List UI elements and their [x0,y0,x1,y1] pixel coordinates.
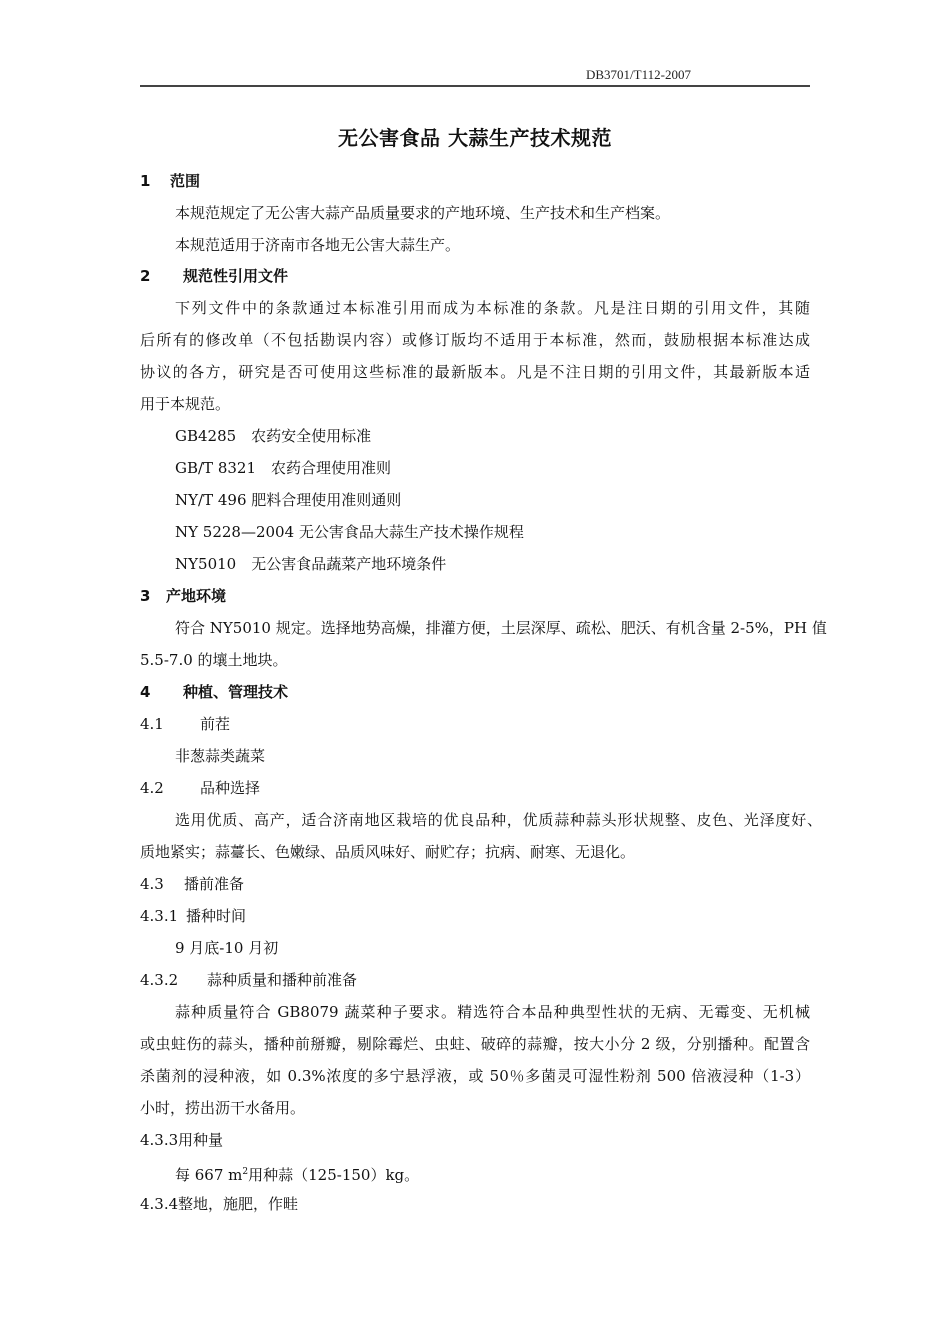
section-number: 2 [140,267,151,285]
section-4-heading [140,682,288,702]
subsection-4-3-2-heading [140,970,357,990]
section-title: 产地环境 [166,587,227,605]
paragraph: 非葱蒜类蔬菜 [175,747,266,765]
subsection-title: 播前准备 [184,875,245,893]
section-1-heading [140,171,200,191]
standard-code: DB3701/T112-2007 [586,67,691,82]
section-2-heading [140,266,288,286]
header-divider [140,85,810,87]
subsection-title: 整地，施肥，作畦 [178,1195,299,1213]
document-title: 无公害食品 大蒜生产技术规范 [338,126,612,150]
subsection-title: 用种量 [178,1131,224,1149]
paragraph: 本规范规定了无公害大蒜产品质量要求的产地环境、生产技术和生产档案。 [175,204,671,222]
subsection-number: 4.3.1 [140,907,179,925]
subsection-title: 蒜种质量和播种前准备 [207,971,358,989]
section-3-heading [140,586,226,606]
subsection-title: 播种时间 [186,907,247,925]
paragraph [175,1162,419,1185]
subsection-number: 4.3.2 [140,971,179,989]
reference-item: GB4285 农药安全使用标准 [175,427,372,445]
subsection-number: 4.3 [140,875,164,893]
section-title: 规范性引用文件 [183,267,289,285]
reference-item: NY 5228—2004 无公害食品大蒜生产技术操作规程 [175,523,524,541]
seed-amount-suffix: 用种蒜（125-150）kg。 [248,1166,420,1184]
subsection-4-3-4-heading [140,1194,298,1214]
section-number: 4 [140,683,151,701]
subsection-4-2-heading [140,778,260,798]
section-title: 范围 [170,172,201,190]
subsection-number: 4.3.3 [140,1131,179,1149]
paragraph-line: 下列文件中的条款通过本标准引用而成为本标准的条款。凡是注日期的引用文件，其随 [175,299,810,317]
paragraph: 9 月底-10 月初 [175,939,279,957]
superscript: 2 [242,1167,249,1177]
seed-amount-prefix: 每 667 m [175,1166,243,1184]
paragraph-line: 小时，捞出沥干水备用。 [140,1099,306,1117]
subsection-4-1-heading [140,714,230,734]
subsection-4-3-heading [140,874,244,894]
paragraph-line: 后所有的修改单（不包括勘误内容）或修订版均不适用于本标准，然而，鼓励根据本标准达成 [140,331,810,349]
section-number: 1 [140,172,151,190]
paragraph-line: 质地紧实；蒜薹长、色嫩绿、品质风味好、耐贮存；抗病、耐寒、无退化。 [140,843,636,861]
reference-item: GB/T 8321 农药合理使用准则 [175,459,392,477]
paragraph-line: 协议的各方，研究是否可使用这些标准的最新版本。凡是不注日期的引用文件，其最新版本适 [140,363,810,381]
subsection-title: 前茬 [200,715,231,733]
subsection-4-3-1-heading [140,906,246,926]
paragraph-line: 符合 NY5010 规定。选择地势高燥，排灌方便，土层深厚、疏松、肥沃、有机含量 2-5%，PH 值 [175,619,827,637]
paragraph-line: 蒜种质量符合 GB8079 蔬菜种子要求。精选符合本品种典型性状的无病、无霉变、无机械 [175,1003,810,1021]
subsection-title: 品种选择 [200,779,261,797]
paragraph-line: 或虫蛀伤的蒜头，播种前掰瓣，剔除霉烂、虫蛀、破碎的蒜瓣，按大小分 2 级，分别播种。配置含 [140,1035,810,1053]
paragraph-line: 5.5-7.0 的壤土地块。 [140,651,288,669]
reference-item: NY/T 496 肥料合理使用准则通则 [175,491,402,509]
paragraph: 本规范适用于济南市各地无公害大蒜生产。 [175,236,461,254]
subsection-4-3-3-heading [140,1130,223,1150]
paragraph-line: 杀菌剂的浸种液，如 0.3%浓度的多宁悬浮液，或 50％多菌灵可湿性粉剂 500 倍液浸种（1-3） [140,1067,810,1085]
paragraph-line: 选用优质、高产，适合济南地区栽培的优良品种，优质蒜种蒜头形状规整、皮色、光泽度好、 [175,811,822,829]
section-number: 3 [140,587,151,605]
paragraph-line: 用于本规范。 [140,395,231,413]
subsection-number: 4.1 [140,715,164,733]
subsection-number: 4.2 [140,779,164,797]
section-title: 种植、管理技术 [183,683,289,701]
subsection-number: 4.3.4 [140,1195,179,1213]
reference-item: NY5010 无公害食品蔬菜产地环境条件 [175,555,447,573]
